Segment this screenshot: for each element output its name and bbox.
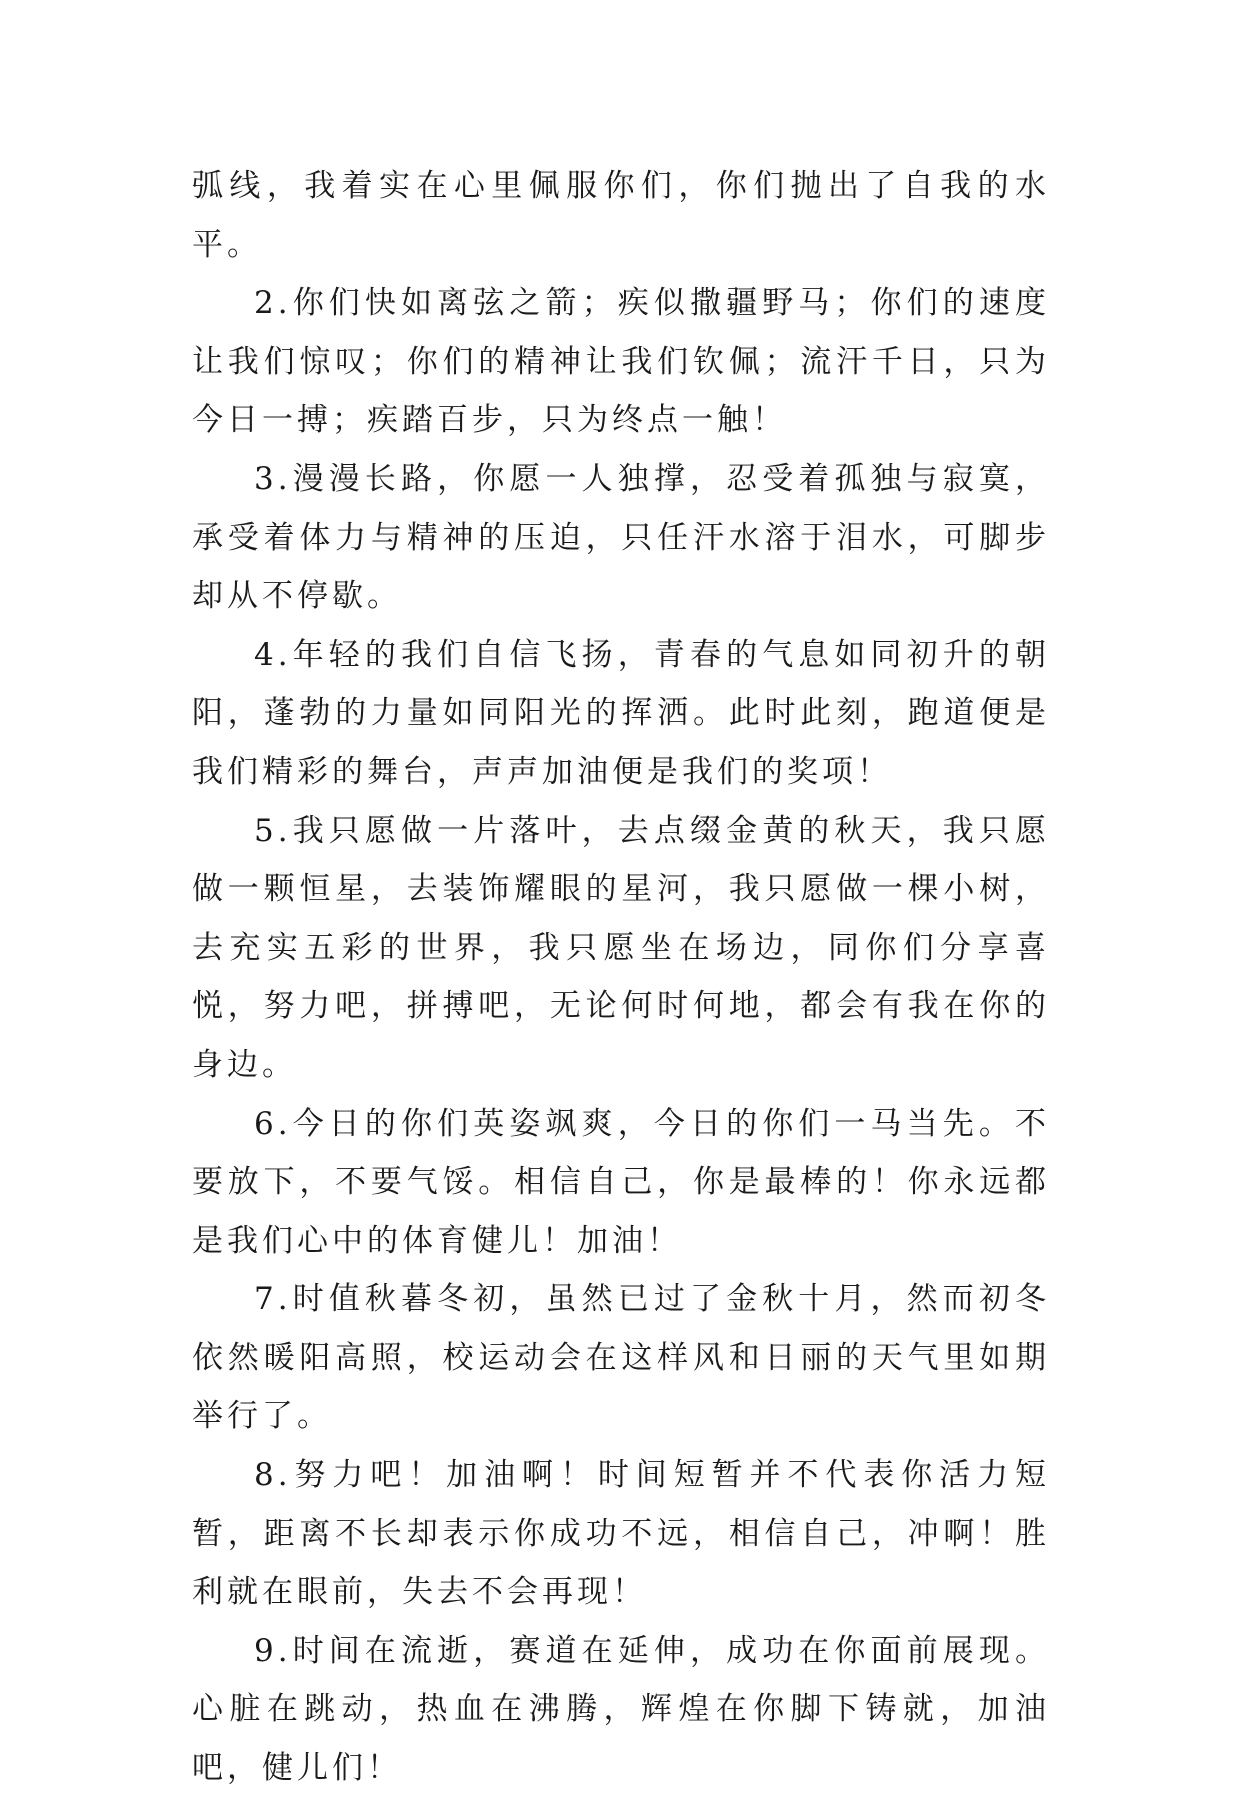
- paragraph-item-7: 7.时值秋暮冬初，虽然已过了金秋十月，然而初冬依然暖阳高照，校运动会在这样风和日丽的天气里如期举行了。: [192, 1281, 1050, 1435]
- paragraph-item-2: 2.你们快如离弦之箭；疾似撒疆野马；你们的速度让我们惊叹；你们的精神让我们钦佩；流汗千日，只为今日一搏；疾踏百步，只为终点一触！: [192, 285, 1050, 439]
- document-body: [192, 157, 1050, 1798]
- paragraph-item-5: 5.我只愿做一片落叶，去点缀金黄的秋天，我只愿做一颗恒星，去装饰耀眼的星河，我只愿做一棵小树，去充实五彩的世界，我只愿坐在场边，同你们分享喜悦，努力吧，拼搏吧，无论何时何地，都会有我在你的身边。: [192, 812, 1050, 1083]
- paragraph-item-3: 3.漫漫长路，你愿一人独撑，忍受着孤独与寂寞，承受着体力与精神的压迫，只任汗水溶于泪水，可脚步却从不停歇。: [192, 460, 1050, 615]
- paragraph-item-4: 4.年轻的我们自信飞扬，青春的气息如同初升的朝阳，蓬勃的力量如同阳光的挥洒。此时此刻，跑道便是我们精彩的舞台，声声加油便是我们的奖项！: [192, 636, 1050, 790]
- paragraph-item-8: 8.努力吧！加油啊！时间短暂并不代表你活力短暂，距离不长却表示你成功不远，相信自己，冲啊！胜利就在眼前，失去不会再现！: [192, 1457, 1050, 1611]
- paragraph-continuation: 弧线，我着实在心里佩服你们，你们抛出了自我的水平。: [192, 168, 1050, 263]
- paragraph-item-9: 9.时间在流逝，赛道在延伸，成功在你面前展现。心脏在跳动，热血在沸腾，辉煌在你脚下铸就，加油吧，健儿们！: [192, 1632, 1050, 1787]
- paragraph-item-6: 6.今日的你们英姿飒爽，今日的你们一马当先。不要放下，不要气馁。相信自己，你是最棒的！你永远都是我们心中的体育健儿！加油！: [192, 1105, 1050, 1259]
